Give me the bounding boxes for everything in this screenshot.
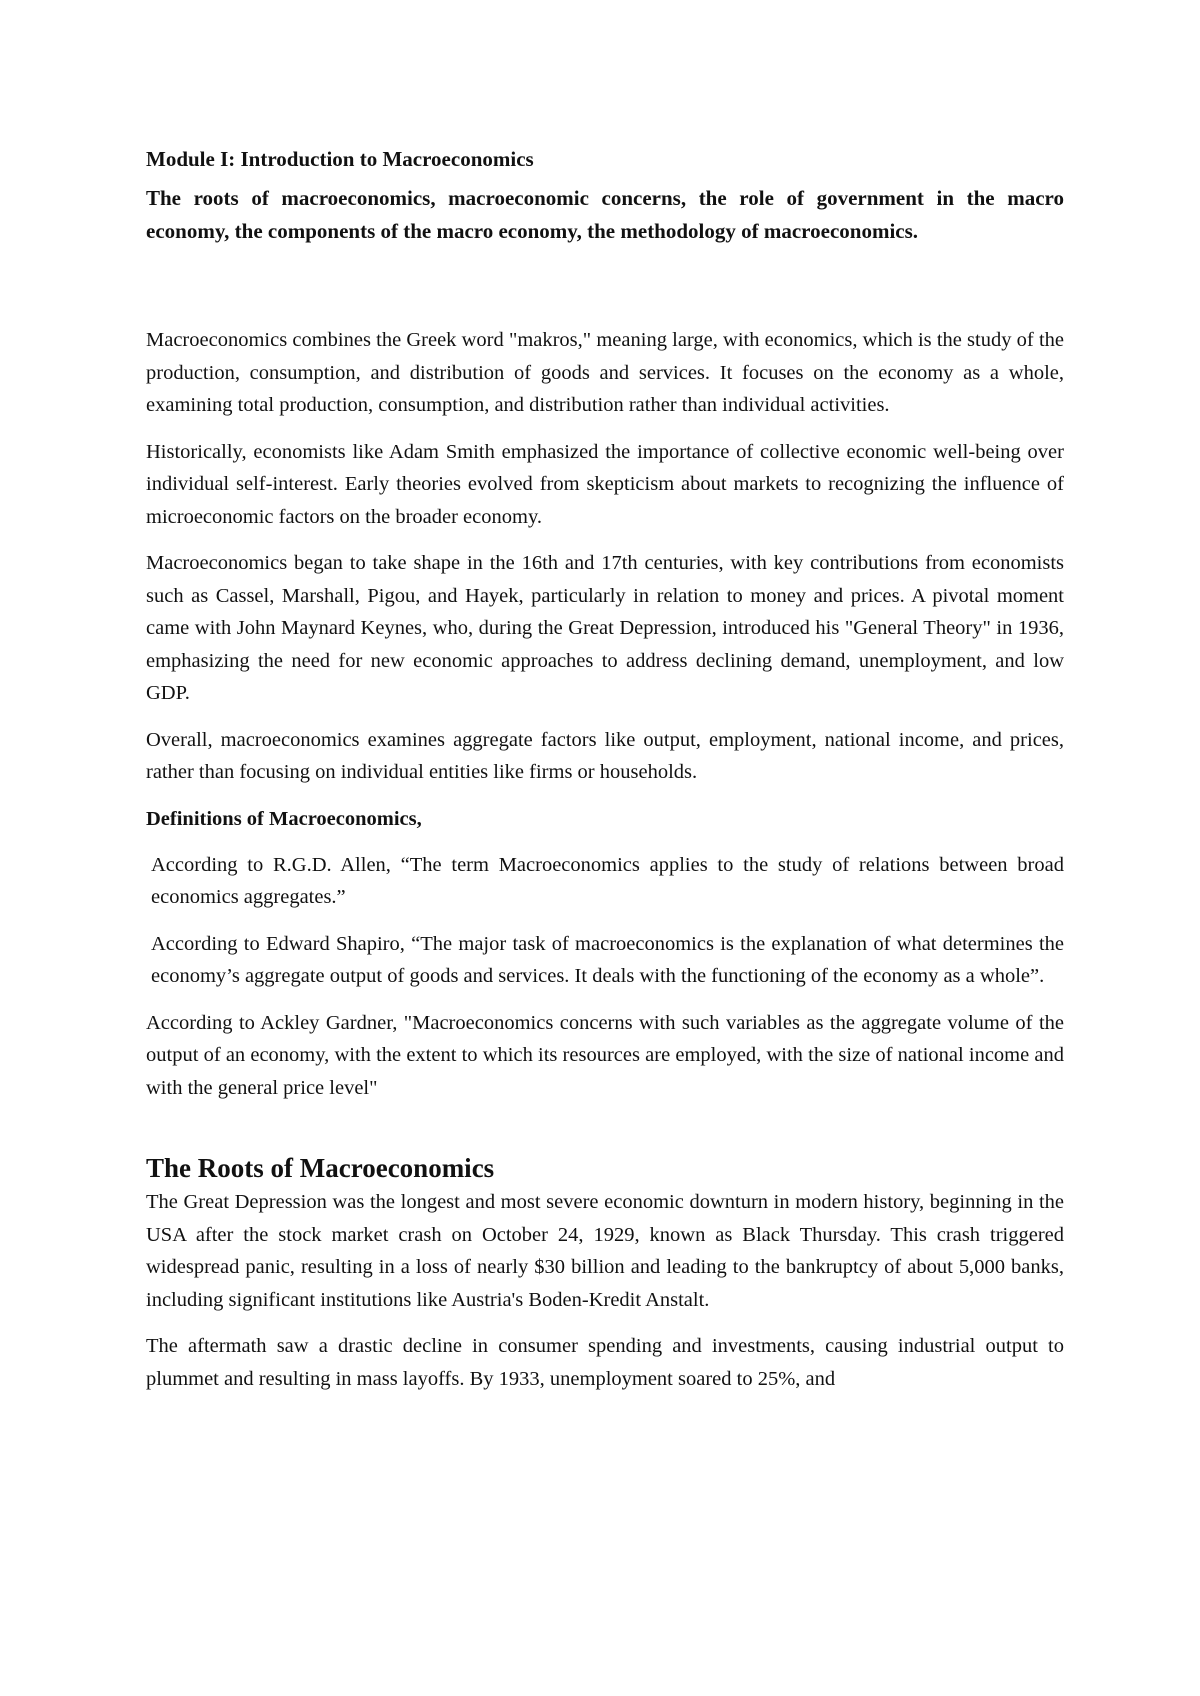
module-topics: The roots of macroeconomics, macroeconomic concerns, the role of government in the macro economy, the components of the macro economy, the methodology of macroeconomics. xyxy=(146,186,1064,243)
definitions-heading: Definitions of Macroeconomics, xyxy=(146,807,422,830)
section-heading-roots: The Roots of Macroeconomics xyxy=(146,1153,495,1183)
intro-paragraph: Macroeconomics began to take shape in the 16th and 17th centuries, with key contributions from economists such as Cassel, Marshall, Pigou, and Hayek, particularly in relation to money and prices. A pivotal moment came with John Maynard Keynes, who, during the Great Depression, introduced his "General Theory" in 1936, emphasizing the need for new economic approaches to address declining demand, unemployment, and low GDP. xyxy=(146,552,1064,704)
module-title: Module I: Introduction to Macroeconomics xyxy=(146,147,534,171)
intro-paragraph: Overall, macroeconomics examines aggregate factors like output, employment, national income, and prices, rather than focusing on individual entities like firms or households. xyxy=(146,728,1064,783)
definition-item: According to Ackley Gardner, "Macroeconomics concerns with such variables as the aggregate volume of the output of an economy, with the extent to which its resources are employed, with the size of national income and with the general price level" xyxy=(146,1011,1064,1099)
intro-paragraph: Macroeconomics combines the Greek word "makros," meaning large, with economics, which is the study of the production, consumption, and distribution of goods and services. It focuses on the economy as a whole, examining total production, consumption, and distribution rather than individual activities. xyxy=(146,329,1064,416)
definition-item: According to Edward Shapiro, “The major task of macroeconomics is the explanation of what determines the economy’s aggregate output of goods and services. It deals with the functioning of the economy as a whole”. xyxy=(151,932,1064,987)
definition-item: According to R.G.D. Allen, “The term Macroeconomics applies to the study of relations between broad economics aggregates.” xyxy=(151,853,1064,908)
roots-paragraph: The Great Depression was the longest and most severe economic downturn in modern history, beginning in the USA after the stock market crash on October 24, 1929, known as Black Thursday. This crash triggered widespread panic, resulting in a loss of nearly $30 billion and leading to the bankruptcy of about 5,000 banks, including significant institutions like Austria's Boden-Kredit Anstalt. xyxy=(146,1191,1064,1311)
intro-paragraph: Historically, economists like Adam Smith emphasized the importance of collective economic well-being over individual self-interest. Early theories evolved from skepticism about markets to recognizing the influence of microeconomic factors on the broader economy. xyxy=(146,440,1064,528)
roots-paragraph: The aftermath saw a drastic decline in consumer spending and investments, causing industrial output to plummet and resulting in mass layoffs. By 1933, unemployment soared to 25%, and xyxy=(146,1335,1064,1390)
document-page xyxy=(146,140,1064,1409)
